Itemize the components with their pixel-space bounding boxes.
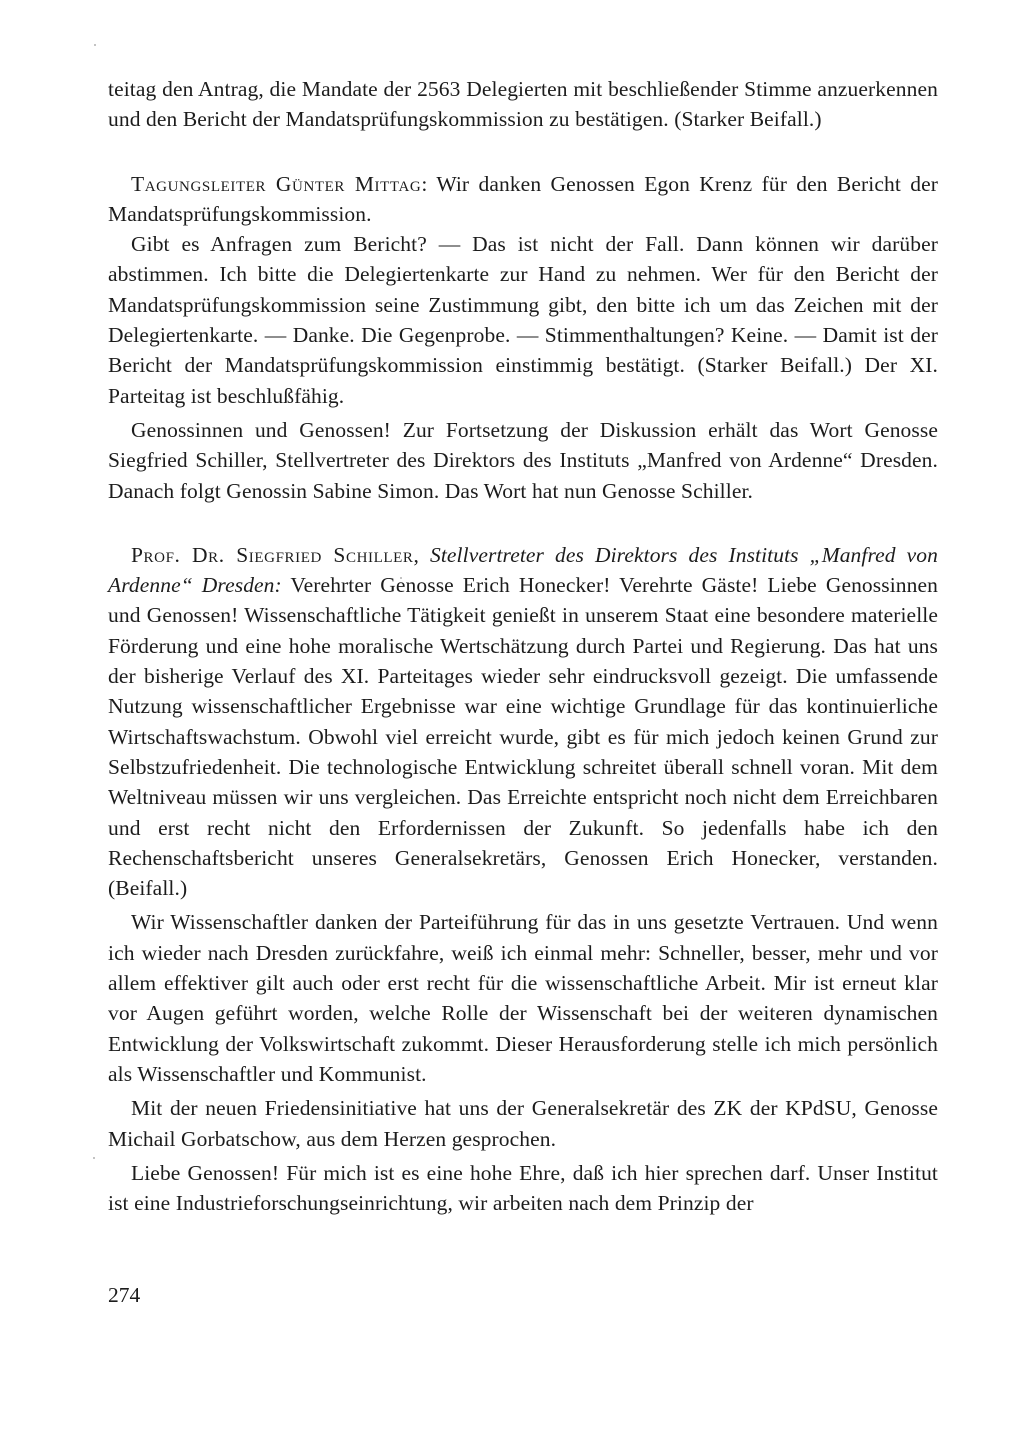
speaker-name: Prof. Dr. Siegfried Schiller bbox=[131, 542, 414, 567]
page-number: 274 bbox=[108, 1283, 141, 1307]
paragraph-text: Verehrter Genosse Erich Honecker! Verehrte Gäste! Liebe Genossinnen und Genossen! Wissenschaftliche Tätigkeit genießt in unserem Staat eine besondere materielle Förderung und eine hohe moralische Wertschätzung durch Partei und Regierung. Das hat uns der bisherige Verlauf des XI. Parteitages wieder sehr eindrucksvoll gezeigt. Die umfassende Nutzung wissenschaftlicher Ergebnisse war eine wichtige Grundlage für das kontinuierliche Wirtschaftswachstum. Obwohl viel erreicht wurde, gibt es für mich jedoch keinen Grund zur Selbstzufriedenheit. Die technologische Entwicklung schreitet überall schnell voran. Mit dem Weltniveau müssen wir uns vergleichen. Das Erreichte entspricht noch nicht dem Erreichbaren und erst recht nicht den Erfordernissen der Zukunft. So jedenfalls habe ich den Rechenschaftsbericht unseres Generalsekretärs, Genossen Erich Honecker, verstanden. (Beifall.) bbox=[108, 573, 938, 901]
paragraph-speech: Wir Wissenschaftler danken der Parteiführung für das in uns gesetzte Vertrauen. Und wenn ich wieder nach Dresden zurückfahre, weiß ich einmal mehr: Schneller, besser, mehr und vor allem effektiver gilt auch oder erst recht für die wissenschaftliche Arbeit. Mir ist erneut klar vor Augen geführt worden, welche Rolle der Wissenschaft bei der weiteren dynamischen Entwicklung der Volkswirtschaft zukommt. Dieser Herausforderung stelle ich mich persönlich als Wissenschaftler und Kommunist. bbox=[108, 910, 938, 1086]
paragraph-speech: Mit der neuen Friedensinitiative hat uns der Generalsekretär des ZK der KPdSU, Genosse Michail Gorbatschow, aus dem Herzen gesprochen. bbox=[108, 1096, 938, 1151]
paragraph-speech: Liebe Genossen! Für mich ist es eine hohe Ehre, daß ich hier sprechen darf. Unser Institut ist eine Industrieforschungseinrichtung, wir arbeiten nach dem Prinzip der bbox=[108, 1160, 938, 1216]
paragraph-text: : Wir danken Genossen Egon Krenz für den Bericht der Mandatsprüfungskommission. bbox=[108, 171, 938, 226]
page-body bbox=[108, 74, 938, 1218]
paragraph-vote: Gibt es Anfragen zum Bericht? — Das ist nicht der Fall. Dann können wir darüber abstimmen. Ich bitte die Delegiertenkarte zur Hand zu nehmen. Wer für den Bericht der Mandatsprüfungskommission seine Zustimmung gibt, den bitte ich um das Zeichen mit der Delegiertenkarte. — Danke. Die Gegenprobe. — Stimmenthaltungen? Keine. — Damit ist der Bericht der Mandatsprüfungskommission einstimmig bestätigt. (Starker Beifall.) Der XI. Parteitag ist beschlußfähig. bbox=[108, 232, 938, 408]
paragraph-speech-start bbox=[108, 540, 938, 904]
speaker-name: Tagungsleiter Günter Mittag bbox=[131, 171, 422, 196]
paragraph-next-speaker: Genossinnen und Genossen! Zur Fortsetzung der Diskussion erhält das Wort Genosse Siegfried Schiller, Stellvertreter des Direktors des Instituts „Manfred von Ardenne“ Dresden. Danach folgt Genossin Sabine Simon. Das Wort hat nun Genosse Schiller. bbox=[108, 417, 938, 503]
paragraph-chair-statement bbox=[108, 169, 938, 230]
separator: , bbox=[413, 542, 430, 567]
speaker-role: Stellvertreter des Direktors des Instituts „Manfred von Ardenne“ Dresden: bbox=[108, 542, 938, 598]
paragraph-continuation: teitag den Antrag, die Mandate der 2563 Delegierten mit beschließender Stimme anzuerkennen und den Bericht der Mandatsprüfungskommission zu bestätigen. (Starker Beifall.) bbox=[108, 77, 938, 132]
scan-speck bbox=[94, 44, 96, 46]
scan-speck bbox=[93, 1157, 95, 1159]
